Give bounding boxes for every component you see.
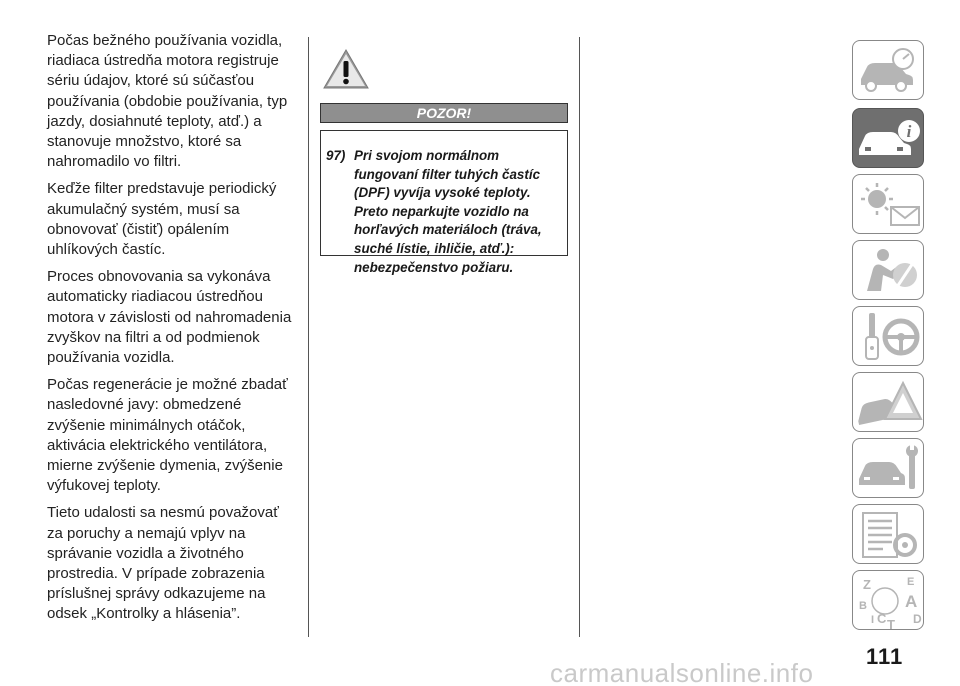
seat-airbag-tab-icon <box>853 241 925 301</box>
watermark: carmanualsonline.info <box>550 658 814 686</box>
paragraph-5: Tieto udalosti sa nesmú považovať za poruchy a nemajú vplyv na správanie vozidla a životného prostredia. V prípade zobrazenia príslušnej správy odkazujeme na odsek „Kontrolky a hlásenia”. <box>47 504 279 623</box>
tab-starting-driving[interactable] <box>852 306 924 366</box>
svg-text:Z: Z <box>863 577 871 592</box>
svg-text:B: B <box>859 600 867 612</box>
tab-emergency[interactable] <box>852 372 924 432</box>
paragraph-3: Proces obnovovania sa vykonáva automaticky riadiacou ústredňou motora v závislosti od nahromadenia zvyškov na filtri a od podmienok používania vozidla. <box>47 268 292 367</box>
paragraph-1: Počas bežného používania vozidla, riadiaca ústredňa motora registruje sériu údajov, ktoré sú súčasťou používania (obdobie používania, typ jazdy, dosiahnuté teploty, atď.) a stanovuje množstvo, ktoré sa nahromadilo vo filtri. <box>47 32 288 171</box>
steering-key-tab-icon <box>853 307 925 367</box>
tab-technical-data[interactable] <box>852 504 924 564</box>
left-text-column <box>47 31 297 632</box>
svg-text:D: D <box>913 612 922 626</box>
warning-title: POZOR! <box>320 103 568 123</box>
page-number: 111 <box>866 644 904 669</box>
car-info-tab-icon <box>853 109 925 169</box>
emergency-warning-tab-icon <box>853 373 925 433</box>
svg-text:i: i <box>906 122 912 141</box>
warning-number: 97) <box>326 148 346 163</box>
paragraph-2: Keďže filter predstavuje periodický akumulačný systém, musí sa obnovovať (čistiť) opálením uhlíkových častíc. <box>47 180 277 259</box>
tab-car-info[interactable] <box>852 108 924 168</box>
technical-data-tab-icon <box>853 505 925 565</box>
car-dashboard-tab-icon <box>853 41 925 101</box>
svg-text:I: I <box>871 614 875 626</box>
warning-text-block <box>326 147 564 277</box>
paragraph-4: Počas regenerácie je možné zbadať nasledovné javy: obmedzené zvýšenie minimálnych otáčok, aktivácia elektrického ventilátora, mierne zvýšenie dymenia, zvýšenie výfukovej teploty. <box>47 376 288 495</box>
warning-exclamation-icon <box>322 47 370 91</box>
svg-text:C: C <box>877 611 887 626</box>
alphabetical-index-tab-icon <box>853 571 925 631</box>
svg-text:E: E <box>907 576 915 588</box>
lights-message-tab-icon <box>853 175 925 235</box>
tab-index[interactable] <box>852 570 924 630</box>
column-divider-right <box>579 37 580 637</box>
warning-body: Pri svojom normálnom fungovaní filter tuhých častíc (DPF) vyvíja vysoké teploty. Preto neparkujte vozidlo na horľavých materiáloch (tráva, suché lístie, ihličie, atď.): nebezpečenstvo požiaru. <box>354 148 542 275</box>
column-divider-left <box>308 37 309 637</box>
car-wrench-tab-icon <box>853 439 925 499</box>
tab-safety[interactable] <box>852 240 924 300</box>
tab-dashboard[interactable] <box>852 40 924 100</box>
tab-lights-messages[interactable] <box>852 174 924 234</box>
tab-maintenance[interactable] <box>852 438 924 498</box>
svg-text:T: T <box>887 617 895 631</box>
svg-text:A: A <box>905 592 918 611</box>
